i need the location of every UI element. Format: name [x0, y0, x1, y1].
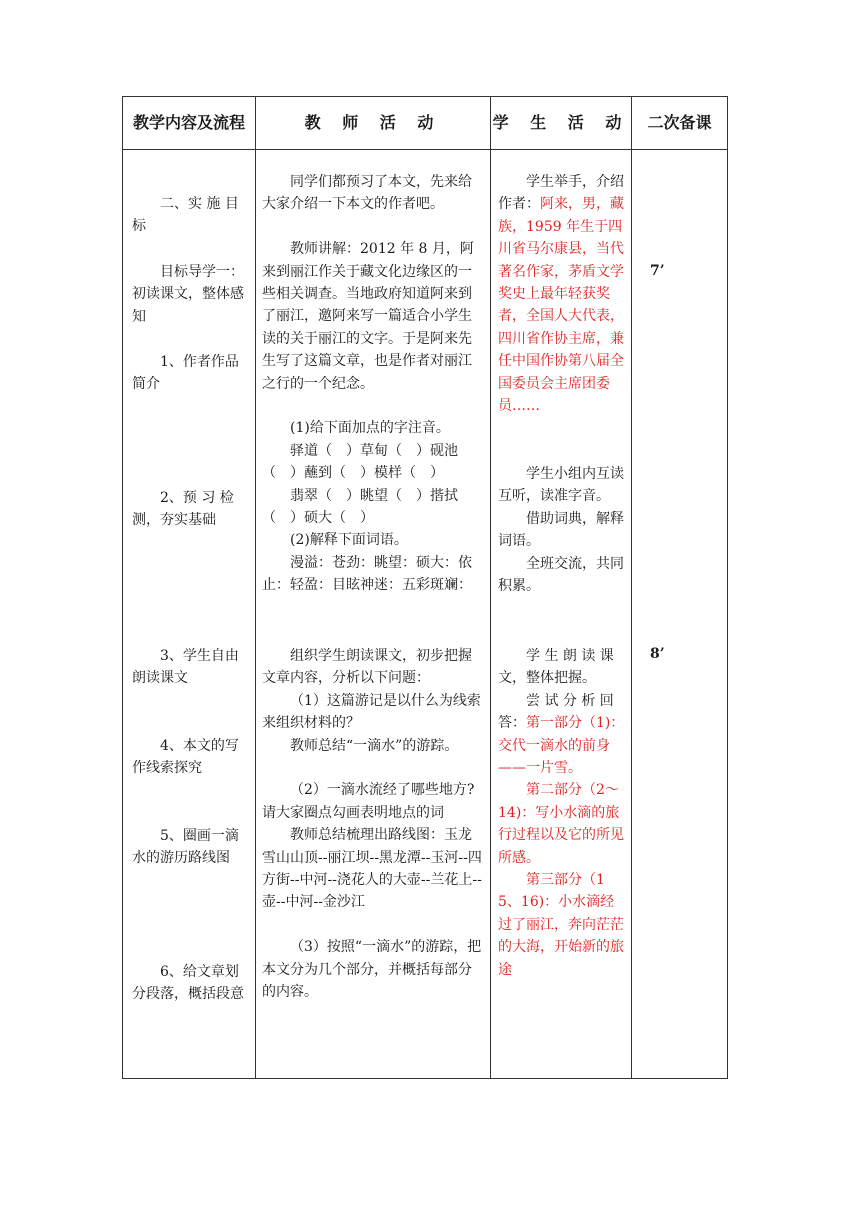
spacer — [262, 757, 485, 779]
teacher-activity-block-1 — [262, 171, 485, 597]
student-author-intro — [498, 171, 626, 417]
teacher-explanation: 教师讲解：2012 年 8 月，阿来到丽江作关于藏文化边缘区的一些相关调查。当地政府知道阿来到了丽江，邀阿来写一篇适合小学生读的关于丽江的文字。于是阿来先生写了这篇文章，也是作者对丽江之行的一个纪念。 — [262, 241, 474, 392]
student-share: 全班交流，共同积累。 — [498, 555, 624, 595]
header-student-activity: 学 生 活 动 — [492, 113, 630, 132]
table-border-right — [727, 96, 728, 1079]
student-activity-block-2 — [498, 463, 626, 597]
pinyin-words-1: 驿道（ ）草甸（ ）砚池（ ）蘸到（ ）模样（ ） — [262, 442, 458, 482]
flow-text: 1、作者作品简介 — [132, 354, 239, 393]
table-column-divider-3 — [631, 96, 632, 1079]
flow-text: 目标导学一：初读课文，整体感知 — [132, 264, 244, 325]
time-allocation-1: 7’ — [650, 263, 665, 279]
flow-item-paragraph-division — [132, 961, 250, 1006]
teacher-summary-1: 教师总结“一滴水”的游踪。 — [290, 737, 459, 754]
vocab-words: 漫溢：苍劲：眺望：硕大：依止：轻盈：目眩神迷：五彩斑斓： — [262, 554, 472, 594]
flow-item-author-intro — [132, 351, 250, 396]
student-intro-lead: 学生举手，介绍作者： — [498, 174, 624, 213]
flow-item-guide-one — [132, 261, 250, 328]
flow-text: 二、实 施 目标 — [132, 196, 239, 235]
header-content-flow: 教学内容及流程 — [132, 113, 245, 132]
table-border-left — [122, 96, 123, 1079]
student-answer-part-2: 第二部分（2～14)：写小水滴的旅行过程以及它的所见所感。 — [498, 782, 624, 866]
flow-item-free-reading — [132, 645, 250, 690]
flow-text: 5、圈画一滴水的游历路线图 — [132, 828, 239, 867]
teacher-intro: 同学们都预习了本文，先来给大家介绍一下本文的作者吧。 — [262, 174, 472, 213]
time-allocation-2: 8’ — [650, 646, 665, 662]
pinyin-task: (1)给下面加点的字注音。 — [290, 420, 450, 437]
part-1-text: 第一部分（1)：交代一滴水的前身——一片雪。 — [498, 715, 625, 777]
student-answer-part-3: 第三部分（15、16)：小水滴经过了丽江，奔向茫茫的大海，开始新的旅途 — [498, 872, 624, 978]
table-border-bottom — [122, 1078, 728, 1079]
table-column-divider-2 — [490, 96, 491, 1079]
flow-item-objectives — [132, 193, 250, 238]
question-1: （1）这篇游记是以什么为线索来组织材料的？ — [262, 692, 481, 732]
flow-text: 6、给文章划分段落，概括段意 — [132, 964, 244, 1003]
author-bio: 阿来，男，藏族，1959 年生于四川省马尔康县，当代著名作家，茅盾文学奖史上最年轻获奖者，全国人大代表，四川省作协主席，兼任中国作协第八届全国委员会主席团委员…… — [498, 196, 624, 415]
table-column-divider-1 — [255, 96, 256, 1079]
question-2: （2）一滴水流经了哪些地方?请大家圈点勾画表明地点的词 — [262, 782, 475, 821]
flow-text: 2、预 习 检测，夯实基础 — [132, 490, 234, 529]
spacer — [262, 216, 485, 238]
flow-item-route-map — [132, 825, 250, 870]
student-peer-reading: 学生小组内互读互听，读准字音。 — [498, 466, 624, 505]
table-header-divider — [122, 149, 728, 150]
vocab-task: (2)解释下面词语。 — [290, 532, 408, 549]
answer-lead: 尝 试 分 析 回答： — [498, 692, 614, 732]
pinyin-words-2: 翡翠（ ）眺望（ ）揩拭（ ）硕大（ ） — [262, 487, 458, 527]
student-activity-block-1 — [498, 171, 626, 417]
flow-item-preview-check — [132, 487, 250, 532]
route-summary: 教师总结梳理出路线图：玉龙雪山山顶--丽江坝--黑龙潭--玉河--四方街--中河--浇花人的大壶--兰花上--壶--中河--金沙江 — [262, 827, 482, 911]
flow-text: 3、学生自由朗读课文 — [132, 648, 239, 687]
student-dictionary: 借助词典，解释词语。 — [498, 510, 624, 550]
spacer — [262, 395, 485, 417]
reading-task: 组织学生朗读课文，初步把握文章内容，分析以下问题： — [262, 648, 472, 687]
header-teacher-activity: 教 师 活 动 — [304, 113, 442, 132]
flow-item-clue-explore — [132, 735, 250, 780]
question-3: （3）按照“一滴水”的游踪，把本文分为几个部分，并概括每部分的内容。 — [262, 939, 482, 1001]
spacer — [262, 914, 485, 936]
flow-text: 4、本文的写作线索探究 — [132, 738, 239, 777]
header-second-preparation: 二次备课 — [647, 113, 712, 132]
student-answer-part-1 — [498, 690, 626, 780]
student-reading: 学 生 朗 读 课文，整体把握。 — [498, 648, 614, 687]
student-activity-block-3 — [498, 645, 626, 981]
teacher-activity-block-2 — [262, 645, 485, 1003]
